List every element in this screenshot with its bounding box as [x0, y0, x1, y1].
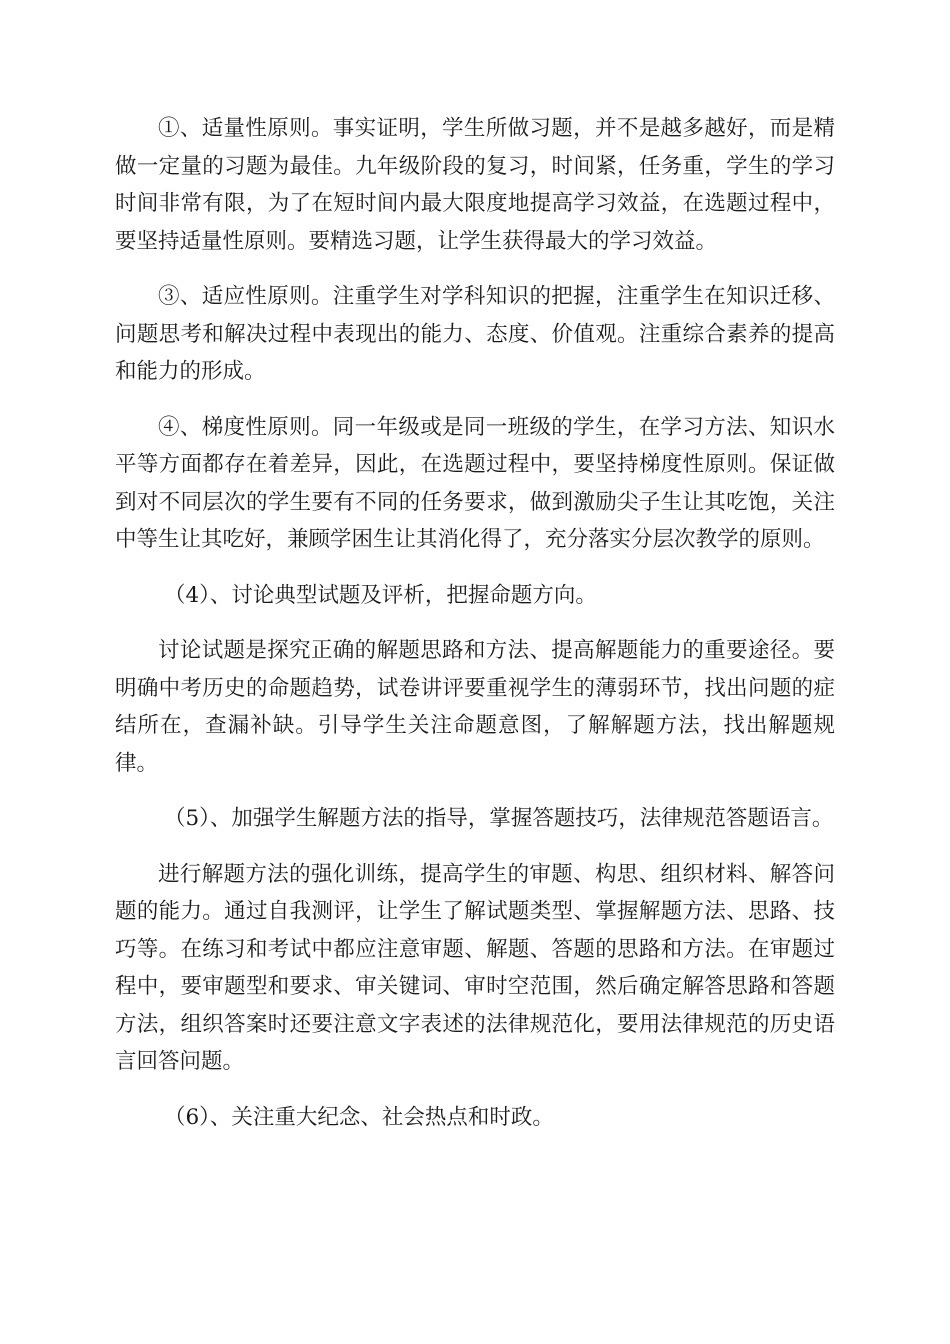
- paragraph-discuss-exam-questions: 讨论试题是探究正确的解题思路和方法、提高解题能力的重要途径。要明确中考历史的命题趋势，试卷讲评要重视学生的薄弱环节，找出问题的症结所在，查漏补缺。引导学生关注命题意图，了解解题方法，找出解题规律。: [115, 638, 835, 776]
- section-heading-4: （4）、讨论典型试题及评析，把握命题方向。: [164, 582, 597, 608]
- paragraph-problem-solving-training: 进行解题方法的强化训练，提高学生的审题、构思、组织材料、解答问题的能力。通过自我测评，让学生了解试题类型、掌握解题方法、思路、技巧等。在练习和考试中都应注意审题、解题、答题的思路和方法。在审题过程中，要审题型和要求、审关键词、审时空范围，然后确定解答思路和答题方法，组织答案时还要注意文字表述的法律规范化，要用法律规范的历史语言回答问题。: [115, 861, 835, 1074]
- paragraph-gradient-principle: ④、梯度性原则。同一年级或是同一班级的学生，在学习方法、知识水平等方面都存在着差异，因此，在选题过程中，要坚持梯度性原则。保证做到对不同层次的学生要有不同的任务要求，做到激励尖子生让其吃饱，关注中等生让其吃好，兼顾学困生让其消化得了，充分落实分层次教学的原则。: [115, 414, 835, 552]
- paragraph-moderation-principle: ①、适量性原则。事实证明，学生所做习题，并不是越多越好，而是精做一定量的习题为最佳。九年级阶段的复习，时间紧，任务重，学生的学习时间非常有限，为了在短时间内最大限度地提高学习效益，在选题过程中，要坚持适量性原则。要精选习题，让学生获得最大的学习效益。: [115, 116, 835, 254]
- section-heading-6: （6）、关注重大纪念、社会热点和时政。: [164, 1104, 554, 1130]
- document-body: [115, 110, 835, 1154]
- paragraph-adaptability-principle: ③、适应性原则。注重学生对学科知识的把握，注重学生在知识迁移、问题思考和解决过程中表现出的能力、态度、价值观。注重综合素养的提高和能力的形成。: [115, 284, 835, 384]
- section-heading-5: （5）、加强学生解题方法的指导，掌握答题技巧，法律规范答题语言。: [164, 806, 834, 831]
